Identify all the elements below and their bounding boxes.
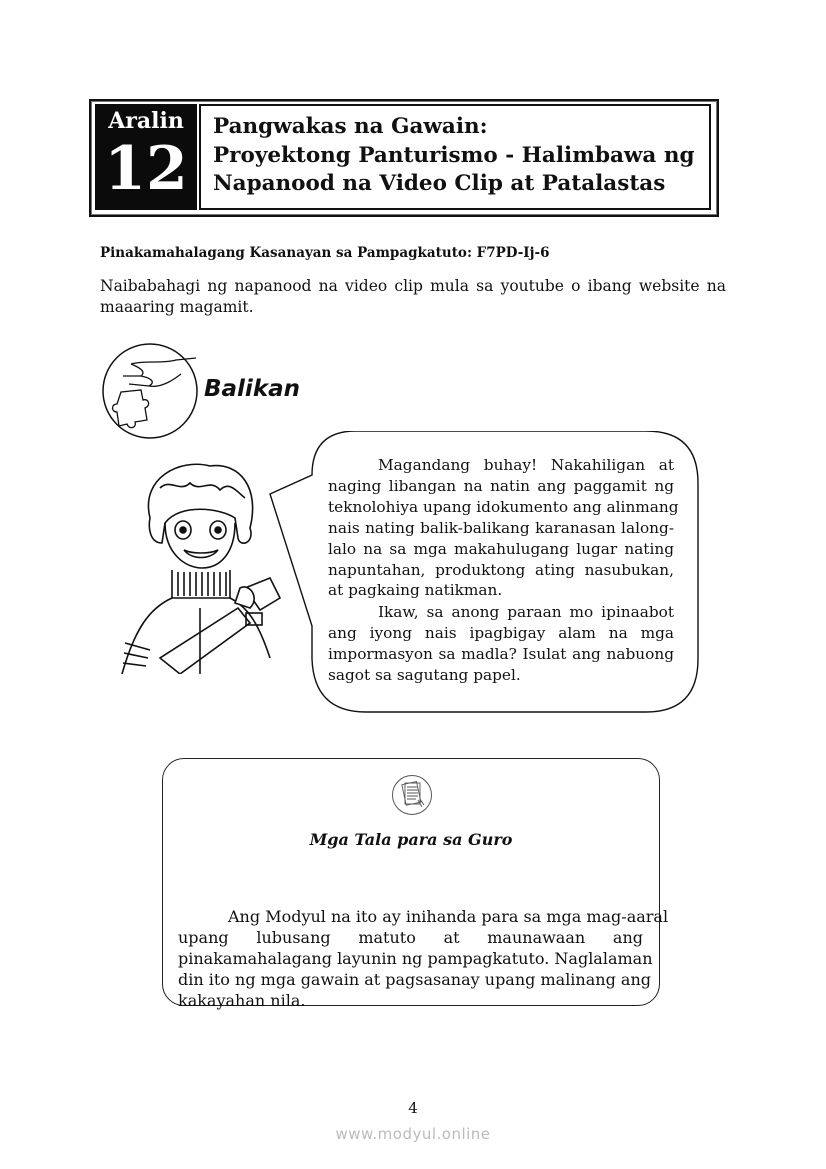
note-line: kakayahan nila. bbox=[178, 991, 306, 1010]
note-line: din ito ng mga gawain at pagsasanay upang malinang ang bbox=[178, 970, 651, 989]
intro-line: maaaring magamit. bbox=[100, 298, 254, 316]
notes-icon bbox=[391, 774, 433, 816]
bubble-line: ang iyong nais ipagbigay alam na mga bbox=[328, 624, 674, 643]
speech-bubble-text bbox=[328, 455, 679, 686]
bubble-line: teknolohiya upang idokumento ang alinmang bbox=[328, 497, 679, 516]
intro-line: Naibabahagi ng napanood na video clip mula sa youtube o ibang website na bbox=[100, 277, 726, 295]
page-number: 4 bbox=[408, 1099, 418, 1117]
competency: Pinakamahalagang Kasanayan sa Pampagkatuto: F7PD-Ij-6 bbox=[100, 245, 550, 261]
bubble-line: at pagkaing natikman. bbox=[328, 581, 503, 600]
bubble-line: sagot sa sagutang papel. bbox=[328, 666, 521, 685]
lesson-label: Aralin bbox=[108, 108, 184, 134]
note-line: Ang Modyul na ito ay inihanda para sa mga mag-aaral bbox=[228, 907, 669, 926]
lesson-title bbox=[213, 113, 695, 199]
note-line: pinakamahalagang layunin ng pampagkatuto. Naglalaman bbox=[178, 949, 653, 968]
lesson-number: 12 bbox=[104, 134, 188, 204]
bubble-line: Ikaw, sa anong paraan mo ipinaabot bbox=[378, 603, 674, 622]
watermark: www.modyul.online bbox=[335, 1125, 491, 1143]
bubble-line: impormasyon sa madla? Isulat ang nabuong bbox=[328, 645, 674, 664]
note-line: upang lubusang matuto at maunawaan ang bbox=[178, 928, 643, 947]
bubble-line: lalo na sa mga makahulugang lugar nating bbox=[328, 539, 674, 558]
bubble-line: naging libangan na natin ang paggamit ng bbox=[328, 476, 674, 495]
bubble-line: napuntahan, produktong ating nasubukan, bbox=[328, 560, 674, 579]
title-line: Pangwakas na Gawain: bbox=[213, 114, 488, 139]
intro-paragraph bbox=[100, 276, 726, 318]
teacher-note-title: Mga Tala para sa Guro bbox=[309, 830, 513, 849]
lesson-number-block bbox=[95, 104, 197, 210]
bubble-line: nais nating balik-balikang karanasan lalong- bbox=[328, 518, 674, 537]
puzzle-hand-icon bbox=[101, 342, 201, 442]
section-title: Balikan bbox=[204, 376, 301, 402]
title-line: Proyektong Panturismo - Halimbawa ng bbox=[213, 142, 695, 168]
student-character-illustration bbox=[120, 458, 290, 674]
bubble-line: Magandang buhay! Nakahiligan at bbox=[378, 456, 674, 474]
title-line: Napanood na Video Clip at Patalastas bbox=[213, 171, 666, 196]
teacher-note-text bbox=[178, 906, 669, 1011]
